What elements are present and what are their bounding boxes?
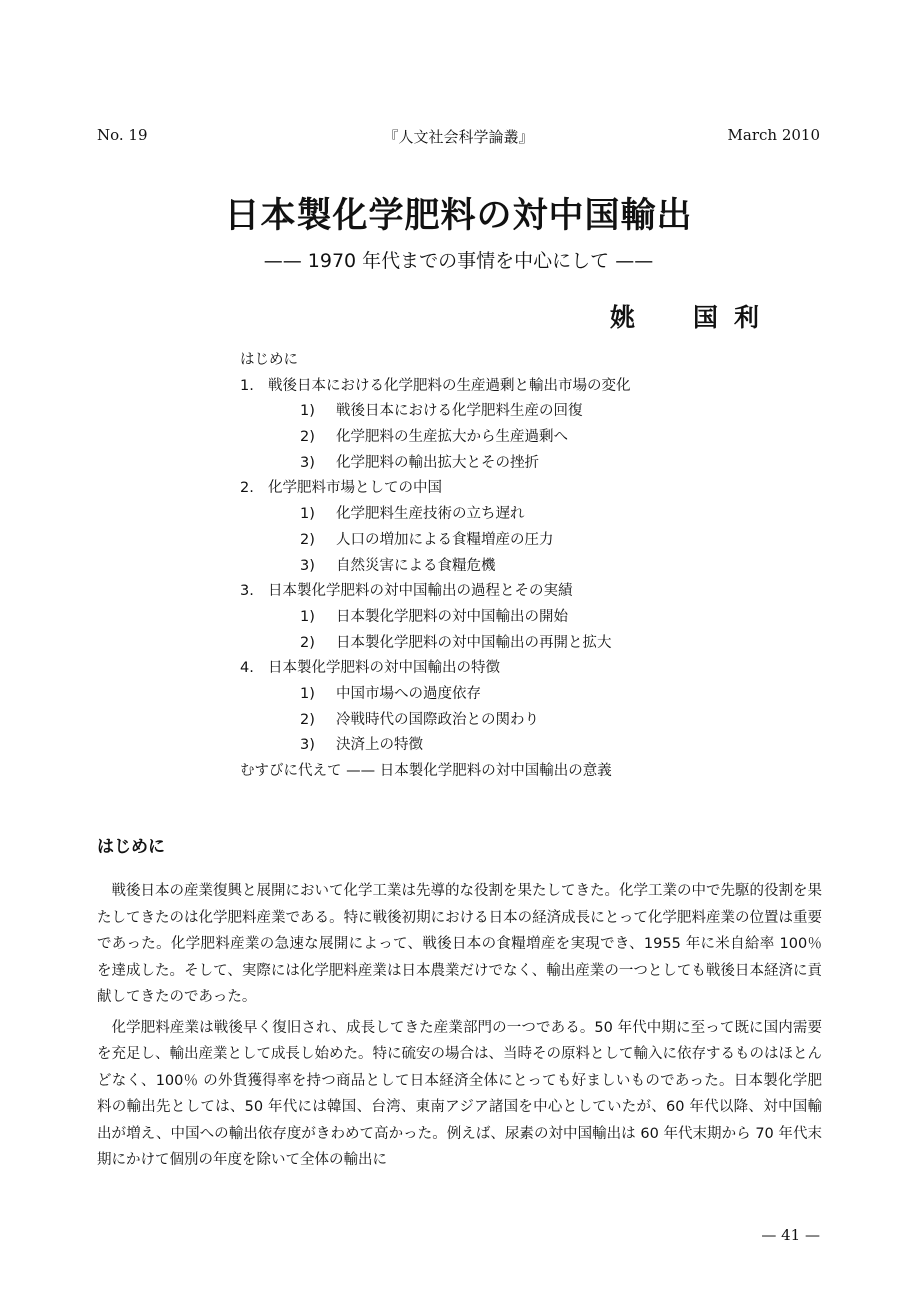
toc-section-label: 日本製化学肥料の対中国輸出の過程とその実績 (268, 583, 573, 600)
running-header (97, 126, 820, 148)
paragraph: 化学肥料産業は戦後早く復旧され、成長してきた産業部門の一つである。50 年代中期に至って既に国内需要を充足し、輸出産業として成長し始めた。特に硫安の場合は、当時その原料として輸入に依存するものはほとんどなく、100％ の外貨獲得率を持つ商品として日本経済全体にとっても好ましいものであった。日本製化学肥料の輸出先としては、50 年代には韓国、台湾、東南アジア諸国を中心としていたが、60 年代以降、対中国輸出が増え、中国への輸出依存度がきわめて高かった。例えば、尿素の対中国輸出は 60 年代末期から 70 年代末期にかけて個別の年度を除いて全体の輸出に (97, 1019, 822, 1168)
toc-intro: はじめに (240, 352, 298, 368)
toc-subsection-label: 日本製化学肥料の対中国輸出の再開と拡大 (336, 634, 612, 651)
section-heading: はじめに (97, 837, 165, 857)
toc-section-label: 戦後日本における化学肥料の生産過剰と輸出市場の変化 (268, 377, 631, 394)
toc-subsection (240, 605, 800, 631)
paragraph: 戦後日本の産業復興と展開において化学工業は先導的な役割を果たしてきた。化学工業の中で先駆的役割を果たしてきたのは化学肥料産業である。特に戦後初期における日本の経済成長にとって化学肥料産業の位置は重要であった。化学肥料産業の急速な展開によって、戦後日本の食糧増産を実現でき、1955 年に米自給率 100％ を達成した。そして、実際には化学肥料産業は日本農業だけでなく、輸出産業の一つとしても戦後日本経済に貢献してきたのであった。 (97, 883, 822, 1005)
issue-date: March 2010 (727, 126, 820, 144)
toc-subsection-number: 2) (300, 531, 315, 548)
toc-section-number: 2. (240, 480, 254, 497)
toc-section (240, 476, 800, 502)
page-number: — 41 — (761, 1226, 820, 1244)
toc-section (240, 579, 800, 605)
toc-subsection-number: 1) (300, 506, 315, 523)
toc-subsection-number: 2) (300, 711, 315, 728)
toc-conclusion: むすびに代えて —— 日本製化学肥料の対中国輸出の意義 (240, 763, 612, 779)
toc-subsection (240, 399, 800, 425)
toc-section-number: 4. (240, 660, 254, 677)
table-of-contents (240, 348, 800, 785)
toc-subsection-number: 2) (300, 429, 315, 446)
author-family-name: 姚 (610, 303, 636, 332)
toc-subsection-label: 人口の増加による食糧増産の圧力 (336, 531, 554, 548)
article-title: 日本製化学肥料の対中国輸出 (224, 196, 693, 236)
toc-section (240, 656, 800, 682)
article-subtitle: —— 1970 年代までの事情を中心にして —— (263, 250, 654, 272)
author-given-name: 国利 (693, 303, 776, 332)
toc-subsection-number: 3) (300, 557, 315, 574)
toc-subsection (240, 733, 800, 759)
toc-subsection-label: 決済上の特徴 (336, 737, 423, 754)
toc-subsection (240, 631, 800, 657)
toc-section-label: 日本製化学肥料の対中国輸出の特徴 (268, 660, 500, 677)
toc-subsection (240, 425, 800, 451)
toc-subsection-label: 日本製化学肥料の対中国輸出の開始 (336, 608, 568, 625)
toc-subsection-number: 3) (300, 737, 315, 754)
toc-subsection-label: 自然災害による食糧危機 (336, 557, 496, 574)
toc-subsection (240, 554, 800, 580)
toc-subsection-number: 2) (300, 634, 315, 651)
toc-subsection (240, 528, 800, 554)
toc-subsection (240, 708, 800, 734)
toc-subsection-label: 化学肥料生産技術の立ち遅れ (336, 506, 525, 523)
toc-subsection-number: 1) (300, 403, 315, 420)
toc-section (240, 374, 800, 400)
toc-section-label: 化学肥料市場としての中国 (268, 480, 442, 497)
toc-subsection-label: 化学肥料の輸出拡大とその挫折 (336, 454, 539, 471)
toc-section-number: 3. (240, 583, 254, 600)
volume-number: No. 19 (97, 126, 148, 144)
toc-subsection (240, 451, 800, 477)
toc-subsection-label: 冷戦時代の国際政治との関わり (336, 711, 539, 728)
toc-subsection (240, 682, 800, 708)
toc-subsection-number: 3) (300, 454, 315, 471)
toc-subsection-label: 中国市場への過度依存 (336, 685, 481, 702)
toc-subsection-number: 1) (300, 685, 315, 702)
author-name (610, 298, 790, 334)
toc-subsection-label: 戦後日本における化学肥料生産の回復 (336, 403, 583, 420)
toc-subsection-number: 1) (300, 608, 315, 625)
toc-subsection-label: 化学肥料の生産拡大から生産過剰へ (336, 429, 568, 446)
journal-name: 『人文社会科学論叢』 (383, 128, 534, 146)
toc-section-number: 1. (240, 377, 254, 394)
body-text (97, 878, 822, 1174)
toc-subsection (240, 502, 800, 528)
